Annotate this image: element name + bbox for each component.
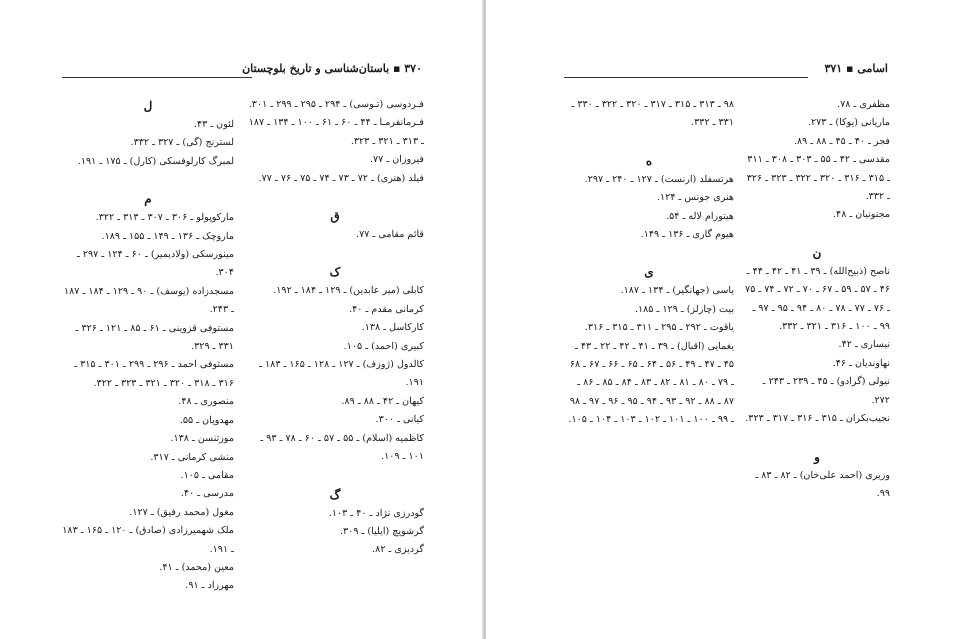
index-entry: نیساری ـ ۴۲.: [838, 339, 890, 351]
section-letter: و: [814, 449, 820, 464]
section-letter: ل: [143, 99, 153, 113]
index-entry: مستوفی احمد ـ ۲۹۶ ـ ۲۹۹ ـ ۳۰۱ ـ ۳۱۵ ـ ۳۱۶ ـ ۳۱۸ ـ ۳۲۰ ـ ۳۲۱ ـ ۳۲۳ ـ ۳۲۲.: [74, 359, 234, 389]
index-entry: یغمایی (اقبال) ـ ۳۹ ـ ۴۱ ـ ۴۲ ـ ۲۲ ـ ۴۳ ـ ۴۵ ـ ۴۷ ـ ۴۹ ـ ۵۶ ـ ۶۴ ـ ۶۵ ـ ۶۶ ـ ۶۷ ـ ۶۸ ـ ۷۹ ـ ۸۰ ـ ۸۱ ـ ۸۲ ـ ۸۳ ـ ۸۴ ـ ۸۵ ـ ۸۶ ـ ۸۷ ـ ۸۸ ـ ۹۲ ـ ۹۳ ـ ۹۴ ـ ۹۵ ـ ۹۶ ـ ۹۷ ـ ۹۸ ـ ۹۹ ـ ۱۰۰ ـ ۱۰۱ ـ ۱۰۲ ـ ۱۰۳ ـ ۱۰۴ ـ ۱۰۵.: [568, 340, 734, 426]
index-entry: ماریانی (یوکا) ـ ۲۷۳.: [807, 117, 890, 129]
index-entry: نجیب‌بکران ـ ۳۱۵ ـ ۳۱۶ ـ ۳۱۷ ـ ۳۲۳.: [745, 413, 890, 425]
index-entry: مغول (محمد رفیق) ـ ۱۲۷.: [129, 506, 234, 518]
index-entry: کرمانی مقدم ـ ۴۰.: [349, 303, 424, 315]
index-entry: ماروچک ـ ۱۳۶ ـ ۱۴۹ ـ ۱۵۵ ـ ۱۸۹.: [101, 230, 234, 242]
index-entry: مستوفی قزوینی ـ ۶۱ ـ ۸۵ ـ ۱۲۱ ـ ۳۲۶ ـ ۳۳۱ ـ ۳۲۹.: [75, 322, 234, 353]
left-header-text: ۳۷۰ ▪ باستان‌شناسی و تاریخ بلوچستان: [242, 62, 422, 75]
index-entry: مسجدزاده (یوسف) ـ ۹۰ ـ ۱۲۹ ـ ۱۸۴ ـ ۱۸۷ ـ ۲۴۳.: [63, 285, 234, 316]
left-page-header: [62, 62, 422, 82]
index-entry: کبیری (احمد) ـ ۱۰۵.: [343, 340, 424, 352]
index-entry: هیتورام لاله ـ ۵۴.: [666, 210, 734, 222]
index-section: [246, 96, 424, 188]
index-section: [564, 244, 734, 429]
right-index-column-1: [744, 96, 890, 503]
index-entry: مقامی ـ ۱۰۵.: [180, 469, 234, 481]
index-entry: مظفری ـ ۷۸.: [837, 99, 890, 110]
section-spacer: [744, 225, 890, 243]
index-section: [62, 96, 234, 171]
index-entry: کابلی (میر عابدین) ـ ۱۲۹ ـ ۱۸۴ ـ ۱۹۲.: [273, 285, 424, 297]
index-entry: لئون ـ ۴۳.: [193, 119, 234, 130]
index-section: [744, 96, 890, 225]
index-entry: کارکاسل ـ ۱۳۸.: [361, 322, 424, 334]
section-letter: ک: [329, 265, 341, 280]
index-section: [564, 133, 734, 245]
right-header-text: اسامی ▪ ۳۷۱: [824, 62, 888, 75]
section-letter: ق: [330, 209, 340, 224]
right-page: [486, 0, 970, 639]
index-entry: مورتنسن ـ ۱۳۸.: [170, 433, 234, 445]
index-entry: ملک شهمیرزادی (صادق) ـ ۱۲۰ ـ ۱۶۵ ـ ۱۸۳ ـ ۱۹۱.: [62, 525, 234, 555]
index-entry: بیت (چارلز) ـ ۱۲۹ ـ ۱۸۵.: [634, 303, 734, 315]
index-entry: مدرسی ـ ۴۰.: [180, 488, 234, 500]
index-entry: مهدویان ـ ۵۵.: [179, 414, 234, 426]
index-section: [62, 171, 234, 596]
index-entry: معین (محمد) ـ ۴۱.: [159, 561, 234, 573]
index-entry: مینورسکی (ولادیمیر) ـ ۶۰ ـ ۱۲۴ ـ ۲۹۷ ـ ۳۰۴.: [76, 249, 234, 279]
index-entry: گردیزی ـ ۸۲.: [372, 544, 424, 556]
index-entry: یاسی (جهانگیر) ـ ۱۳۴ ـ ۱۸۷.: [620, 285, 734, 297]
index-entry: مهرزاد ـ ۹۱.: [185, 580, 234, 592]
index-entry: فیروزان ـ ۷۷.: [369, 154, 424, 166]
index-entry: یاقوت ـ ۲۹۲ ـ ۲۹۵ ـ ۳۱۱ ـ ۳۱۵ ـ ۳۱۶.: [584, 322, 734, 334]
index-section: [246, 244, 424, 466]
right-page-header: [564, 62, 888, 82]
index-section: [246, 467, 424, 560]
index-entry: فجر ـ ۴۰ ـ ۴۵ ـ ۸۸ ـ ۸۹.: [793, 135, 890, 147]
index-entry: هرتسفلد (ارنست) ـ ۱۲۷ ـ ۲۴۰ ـ ۲۹۷.: [584, 173, 734, 185]
index-section: [744, 429, 890, 504]
section-spacer: [246, 244, 424, 262]
index-entry: لمبرگ کارلوفسکی (کارل) ـ ۱۷۵ ـ ۱۹۱.: [77, 155, 234, 167]
section-spacer: [62, 171, 234, 189]
index-entry: فـردوسی (تـوسی) ـ ۲۹۴ ـ ۲۹۵ ـ ۲۹۹ ـ ۳۰۱.: [248, 99, 424, 110]
index-entry: کالدول (ژوزف) ـ ۱۲۷ ـ ۱۲۸ ـ ۱۶۵ ـ ۱۸۳ ـ ۱۹۱.: [259, 359, 424, 389]
section-spacer: [564, 133, 734, 151]
section-letter: گ: [329, 487, 341, 502]
header-rule: [62, 77, 252, 78]
index-entry: مارکوپولو ـ ۳۰۶ ـ ۳۰۷ ـ ۳۱۳ ـ ۳۲۲.: [95, 212, 234, 224]
index-entry: قائم مقامی ـ ۷۷.: [356, 229, 424, 241]
index-entry: گرشویچ (ایلیا) ـ ۳۰۹.: [339, 525, 424, 537]
section-letter: ه: [645, 153, 653, 168]
section-letter: ی: [644, 265, 654, 280]
index-entry: نیولی (گرادو) ـ ۴۵ ـ ۲۳۹ ـ ۲۴۳ ـ ۲۷۲.: [762, 376, 890, 406]
index-entry: مجنونیان ـ ۴۸.: [832, 209, 890, 221]
section-letter: م: [144, 192, 152, 207]
index-entry: فـرمانفرمـا ـ ۴۴ ـ ۶۰ ـ ۶۱ ـ ۱۰۰ ـ ۱۳۴ ـ ۱۸۷ ـ ۳۱۳ ـ ۳۲۱ ـ ۳۲۳.: [248, 117, 424, 147]
index-section: [744, 225, 890, 429]
section-spacer: [246, 467, 424, 485]
left-index-column-1: [246, 96, 424, 560]
left-index-column-2: [62, 96, 234, 596]
left-page: [0, 0, 484, 639]
index-entry: لسترنج (گی) ـ ۳۲۷ ـ ۳۳۲.: [130, 137, 234, 149]
section-letter: ن: [812, 245, 822, 260]
index-entry: مقدسی ـ ۴۲ ـ ۵۵ ـ ۳۰۳ ـ ۳۰۸ ـ ۳۱۱ ـ ۳۱۵ ـ ۳۱۶ ـ ۳۲۰ ـ ۳۲۲ ـ ۳۲۳ ـ ۳۲۶ ـ ۳۳۲.: [746, 154, 890, 203]
index-entry: ناصح (ذبیح‌الله) ـ ۳۹ ـ ۴۱ ـ ۴۲ ـ ۴۴ ـ ۴۶ ـ ۵۷ ـ ۵۹ ـ ۶۷ ـ ۷۰ ـ ۷۲ ـ ۷۴ ـ ۷۵ ـ ۷۶ ـ ۷۷ ـ ۷۸ ـ ۸۰ ـ ۹۴ ـ ۹۵ ـ ۹۷ ـ ۹۹ ـ ۱۰۰ ـ ۳۱۶ ـ ۳۲۱ ـ ۳۳۲.: [745, 265, 890, 333]
index-entry: کاظمیه (اسلام) ـ ۵۵ ـ ۵۷ ـ ۶۰ ـ ۷۸ ـ ۹۳ ـ ۱۰۱ ـ ۱۰۹.: [260, 432, 424, 463]
index-entry: ۹۸ ـ ۳۱۳ ـ ۳۱۵ ـ ۳۱۷ ـ ۳۲۰ ـ ۳۲۲ ـ ۳۳۰ ـ ۳۳۱ ـ ۳۳۲.: [571, 99, 734, 129]
section-spacer: [744, 429, 890, 447]
index-entry: هنری جونس ـ ۱۲۴.: [656, 192, 734, 204]
index-entry: فیلد (هنری) ـ ۷۲ ـ ۷۳ ـ ۷۴ ـ ۷۵ ـ ۷۶ ـ ۷۷.: [258, 172, 424, 184]
index-section: [564, 96, 734, 133]
index-entry: منشی کرمانی ـ ۳۱۷.: [150, 451, 234, 463]
index-entry: هیوم گاری ـ ۱۳۶ ـ ۱۴۹.: [640, 229, 734, 241]
index-entry: گودرزی نژاد ـ ۴۰ ـ ۱۰۳.: [328, 507, 424, 519]
index-entry: وزیری (احمد علی‌خان) ـ ۸۲ ـ ۸۳ ـ ۹۹.: [755, 469, 890, 499]
section-spacer: [564, 244, 734, 262]
index-entry: کیهان ـ ۴۲ ـ ۸۸ ـ ۸۹.: [341, 395, 424, 407]
section-spacer: [246, 188, 424, 206]
index-entry: نهاوندیان ـ ۴۶.: [832, 357, 890, 369]
header-rule: [564, 77, 808, 78]
index-section: [246, 188, 424, 244]
index-entry: کیانی ـ ۳۰۰.: [375, 414, 424, 426]
index-entry: منصوری ـ ۴۸.: [178, 396, 234, 408]
right-index-column-2: [564, 96, 734, 430]
